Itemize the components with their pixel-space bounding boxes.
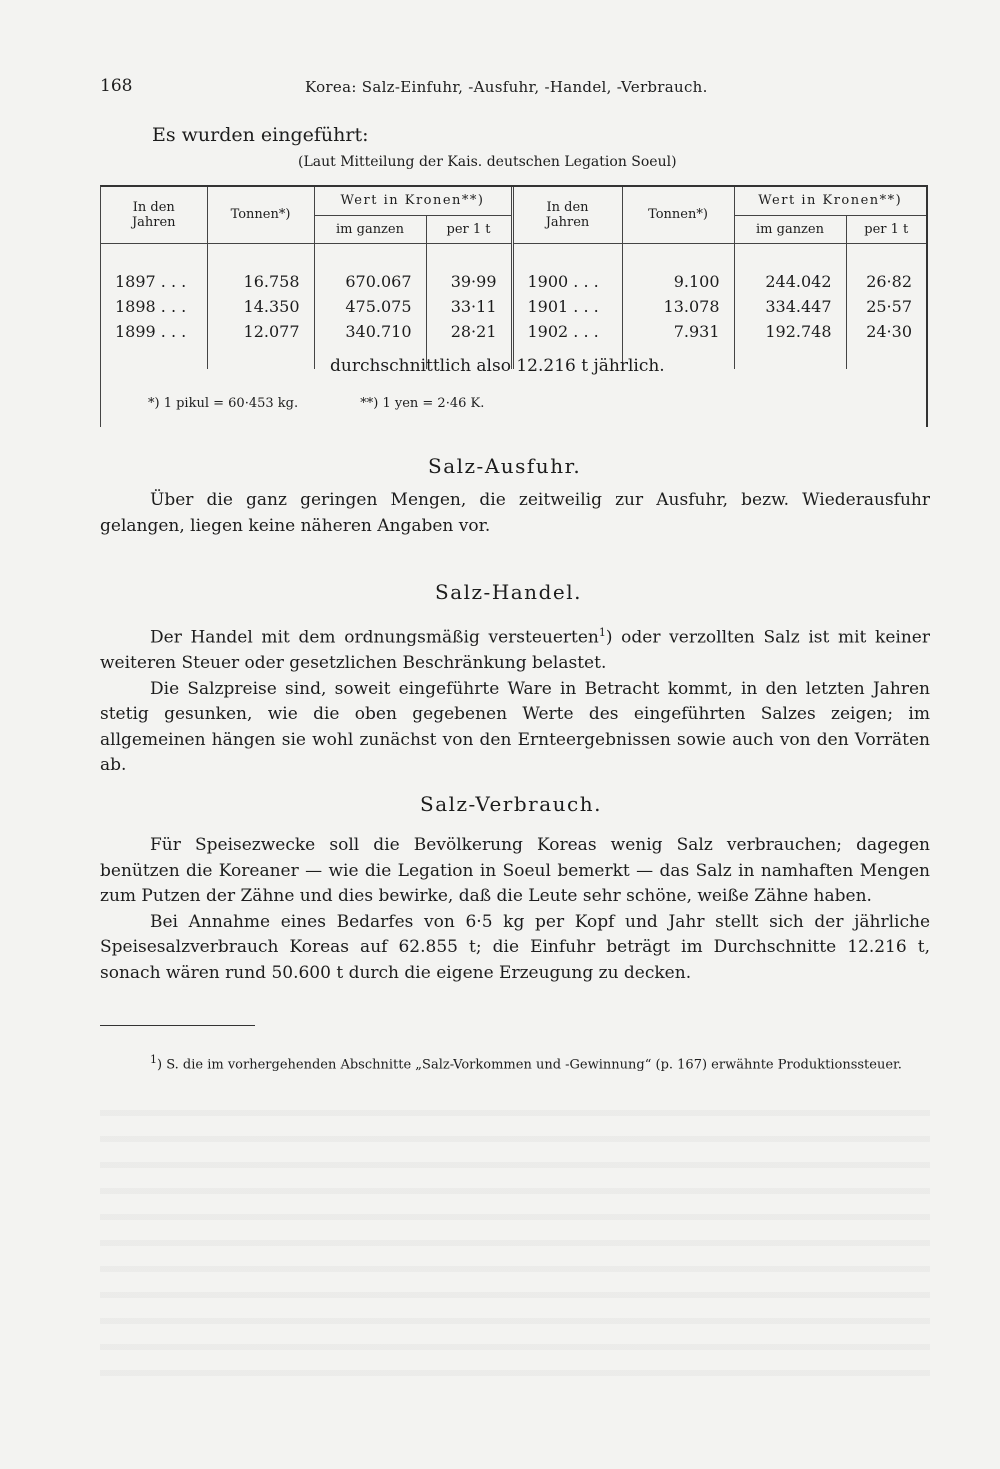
tons-cell: 14.350 xyxy=(207,294,314,319)
perton-cell: 24·30 xyxy=(846,319,926,344)
note-yen: **) 1 yen = 2·46 K. xyxy=(360,396,485,411)
year-cell: 1902 . . . xyxy=(512,319,622,344)
average-line: durchschnittlich also 12.216 t jährlich. xyxy=(330,356,665,376)
tons-cell: 13.078 xyxy=(622,294,734,319)
running-title: Korea: Salz-Einfuhr, -Ausfuhr, -Handel, -Verbrauch. xyxy=(305,78,708,96)
note-pikul: *) 1 pikul = 60·453 kg. xyxy=(148,396,299,411)
section-ausfuhr xyxy=(100,488,930,539)
section-handel xyxy=(100,620,930,779)
header-tons-right: Tonnen*) xyxy=(622,187,734,243)
total-cell: 192.748 xyxy=(734,319,846,344)
tons-cell: 12.077 xyxy=(207,319,314,344)
text-run: Der Handel mit dem ordnungsmäßig versteuerten xyxy=(150,627,599,648)
year-cell: 1898 . . . xyxy=(115,296,187,316)
tons-cell: 16.758 xyxy=(207,269,314,294)
paragraph: Für Speisezwecke soll die Bevölkerung Koreas wenig Salz verbrauchen; dagegen benützen die Koreaner — wie die Legation in Soeul bemerkt — das Salz in namhaften Mengen zum Putzen der Zähne und dies bewirke, daß die Leute sehr schöne, weiße Zähne haben. xyxy=(100,835,930,906)
header-perton-left: per 1 t xyxy=(426,215,512,243)
heading-handel: Salz-Handel. xyxy=(435,580,582,604)
text-run: ) oder verzollten Salz ist mit keiner weiteren Steuer oder gesetzlichen Beschränkung belastet. xyxy=(100,627,930,674)
total-cell: 340.710 xyxy=(314,319,426,344)
table-row xyxy=(101,294,926,319)
tons-cell: 7.931 xyxy=(622,319,734,344)
tons-cell: 9.100 xyxy=(622,269,734,294)
source-note: (Laut Mitteilung der Kais. deutschen Legation Soeul) xyxy=(298,154,677,170)
import-table xyxy=(100,185,928,427)
total-cell: 334.447 xyxy=(734,294,846,319)
perton-cell: 25·57 xyxy=(846,294,926,319)
paragraph xyxy=(100,620,930,677)
footnote-ref: 1 xyxy=(598,626,606,639)
total-cell: 475.075 xyxy=(314,294,426,319)
footnote-text xyxy=(100,1050,930,1075)
heading-verbrauch: Salz-Verbrauch. xyxy=(420,792,602,816)
year-cell: 1901 . . . xyxy=(512,294,622,319)
header-total-left: im ganzen xyxy=(314,215,426,243)
year-cell: 1899 . . . xyxy=(115,321,187,341)
perton-cell: 26·82 xyxy=(846,269,926,294)
total-cell: 670.067 xyxy=(314,269,426,294)
header-year-left: In den Jahren xyxy=(101,187,207,243)
year-cell: 1900 . . . xyxy=(512,269,622,294)
intro-line: Es wurden eingeführt: xyxy=(152,124,369,146)
footnote xyxy=(100,1050,930,1075)
paragraph: Über die ganz geringen Mengen, die zeitweilig zur Ausfuhr, bezw. Wiederausfuhr gelangen, liegen keine näheren Angaben vor. xyxy=(100,490,930,536)
header-total-right: im ganzen xyxy=(734,215,846,243)
perton-cell: 33·11 xyxy=(426,294,512,319)
header-value-right: Wert in Kronen**) xyxy=(734,187,926,215)
footnote-rule xyxy=(100,1025,255,1026)
footnote-mark: 1 xyxy=(150,1053,157,1066)
section-verbrauch xyxy=(100,833,930,986)
year-cell: 1897 . . . xyxy=(115,271,187,291)
total-cell: 244.042 xyxy=(734,269,846,294)
paragraph: Die Salzpreise sind, soweit eingeführte Ware in Betracht kommt, in den letzten Jahren stetig gesunken, wie die oben gegebenen Werte des eingeführten Salzes zeigen; im allgemeinen hängen sie wohl zunächst von den Ernteergebnissen sowie auch von den Vorräten ab. xyxy=(100,678,930,776)
perton-cell: 28·21 xyxy=(426,319,512,344)
text-run: ) S. die im vorhergehenden Abschnitte „Salz-Vorkommen und -Gewinnung“ (p. 167) erwähnte Produktionssteuer. xyxy=(157,1057,902,1073)
header-year-right: In den Jahren xyxy=(512,187,622,243)
page-number: 168 xyxy=(100,76,133,96)
table-row xyxy=(101,319,926,344)
header-tons-left: Tonnen*) xyxy=(207,187,314,243)
paragraph: Bei Annahme eines Bedarfes von 6·5 kg per Kopf und Jahr stellt sich der jährliche Speisesalzverbrauch Koreas auf 62.855 t; die Einfuhr beträgt im Durchschnitte 12.216 t, sonach wären rund 50.600 t durch die eigene Erzeugung zu decken. xyxy=(100,911,930,983)
heading-ausfuhr: Salz-Ausfuhr. xyxy=(428,454,582,478)
bleed-through-texture xyxy=(100,1090,930,1390)
perton-cell: 39·99 xyxy=(426,269,512,294)
table-notes xyxy=(148,396,542,411)
header-value-left: Wert in Kronen**) xyxy=(314,187,512,215)
header-perton-right: per 1 t xyxy=(846,215,926,243)
table-row xyxy=(101,269,926,294)
